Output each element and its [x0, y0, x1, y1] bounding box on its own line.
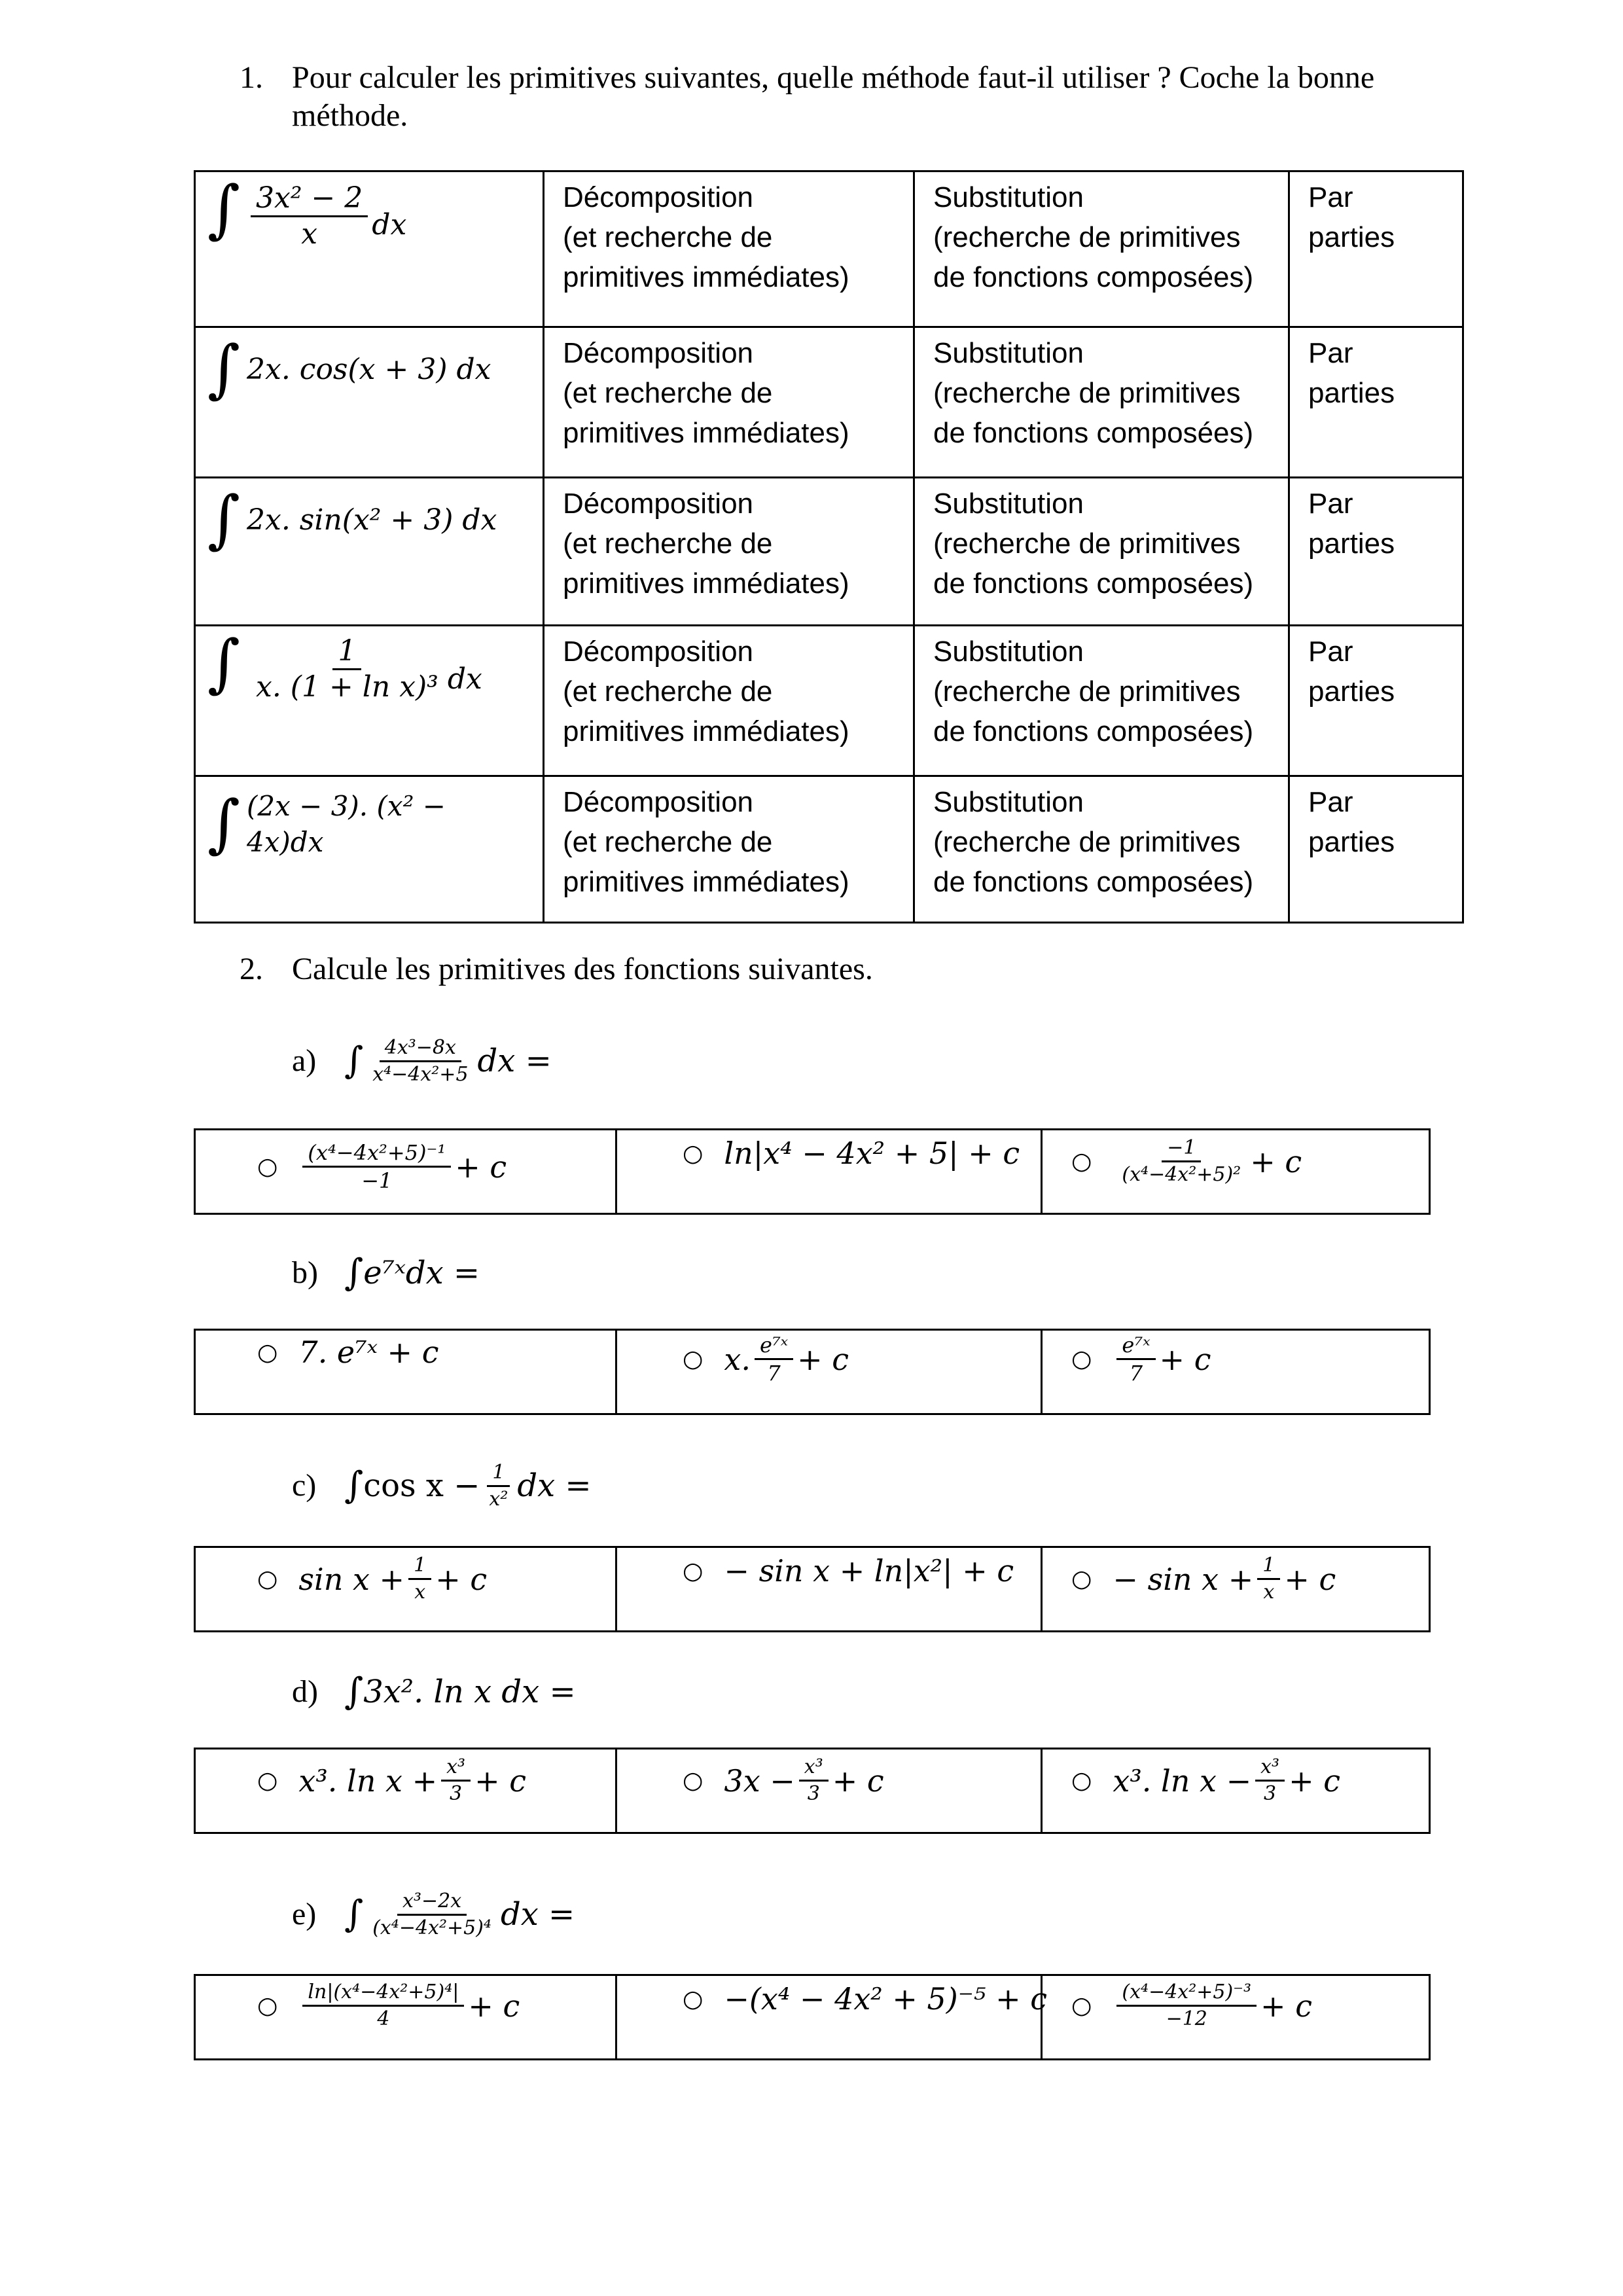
question-1-text: Pour calculer les primitives suivantes, quelle méthode faut-il utiliser ? Coche la bonne méthode.	[292, 60, 1375, 133]
answer-option[interactable]: ○ x. $\frac{\text{e⁷ˣ}}{7}$ + c	[683, 1333, 849, 1386]
option-decomposition[interactable]: Décomposition (et recherche de primitives immédiates)	[544, 776, 914, 923]
answer-option[interactable]: ○ $\frac{\text{(x⁴−4x²+5)⁻³}}{-12}$ + c	[1071, 1981, 1312, 2030]
answer-row-a	[194, 1128, 1431, 1215]
answer-cell	[617, 1749, 1043, 1832]
answer-option[interactable]: ○ $\frac{\text{(x⁴−4x²+5)⁻¹}}{-1}$ + c	[257, 1140, 507, 1193]
item-a-question: a) ∫ $\frac{\text{4x³−8x}}{\text{x⁴−4x²+5}}$ dx =	[292, 1035, 552, 1086]
answer-option[interactable]: ○ $\frac{-1}{\text{(x⁴−4x²+5)²}}$ + c	[1071, 1136, 1302, 1186]
answer-cell	[1043, 1976, 1429, 2058]
option-par-parties[interactable]: Par parties	[1289, 776, 1463, 923]
option-decomposition[interactable]: Décomposition (et recherche de primitives immédiates)	[544, 626, 914, 776]
item-e-question: e) ∫ $\frac{\text{x³−2x}}{\text{(x⁴−4x²+5)⁴}}$ dx =	[292, 1889, 575, 1939]
answer-cell	[617, 1130, 1043, 1213]
option-decomposition[interactable]: Décomposition (et recherche de primitives immédiates)	[544, 171, 914, 327]
option-decomposition[interactable]: Décomposition (et recherche de primitives immédiates)	[544, 327, 914, 478]
answer-cell	[1043, 1548, 1429, 1630]
option-decomposition[interactable]: Décomposition (et recherche de primitives immédiates)	[544, 478, 914, 626]
answer-cell	[617, 1976, 1048, 2058]
answer-row-e	[194, 1974, 1431, 2060]
integral-expression: ∫ 2x. cos(x + 3) dx	[195, 327, 544, 478]
option-substitution[interactable]: Substitution (recherche de primitives de fonctions composées)	[914, 171, 1289, 327]
answer-option[interactable]: ○ x³. ln x + $\frac{\text{x³}}{3}$ + c	[257, 1755, 527, 1805]
item-c-question: c) ∫ cos x − $\frac{1}{\text{x²}}$ dx =	[292, 1460, 592, 1511]
integral-expression: ∫ (2x − 3). (x² − 4x)dx	[195, 776, 544, 923]
integral-expression: ∫ $\frac{1}{\text{x. (1 + ln x)³}}$ dx	[195, 626, 544, 776]
option-substitution[interactable]: Substitution (recherche de primitives de fonctions composées)	[914, 776, 1289, 923]
answer-row-b	[194, 1329, 1431, 1415]
answer-option[interactable]: ○ x³. ln x − $\frac{\text{x³}}{3}$ + c	[1071, 1755, 1341, 1805]
answer-cell	[196, 1331, 617, 1413]
answer-option[interactable]: ○ − sin x + $\frac{1}{x}$ + c	[1071, 1554, 1336, 1604]
answer-cell	[196, 1548, 617, 1630]
integral-expression: ∫ $\frac{\text{3x² − 2}}{x}$ dx	[195, 171, 544, 327]
methods-row	[195, 626, 1463, 776]
answer-cell	[1043, 1331, 1429, 1413]
option-substitution[interactable]: Substitution (recherche de primitives de fonctions composées)	[914, 327, 1289, 478]
answer-cell	[1043, 1130, 1429, 1213]
methods-table	[194, 170, 1464, 924]
option-par-parties[interactable]: Par parties	[1289, 171, 1463, 327]
question-2-text: Calcule les primitives des fonctions suivantes.	[292, 952, 873, 986]
option-substitution[interactable]: Substitution (recherche de primitives de fonctions composées)	[914, 478, 1289, 626]
answer-option[interactable]: ○ sin x + $\frac{1}{x}$ + c	[257, 1554, 488, 1604]
answer-option[interactable]: ○ 3x − $\frac{\text{x³}}{3}$ + c	[683, 1755, 884, 1805]
methods-row	[195, 776, 1463, 923]
answer-cell	[617, 1548, 1043, 1630]
option-par-parties[interactable]: Par parties	[1289, 327, 1463, 478]
answer-cell	[1043, 1749, 1429, 1832]
answer-row-d	[194, 1748, 1431, 1834]
question-2-number: 2.	[240, 952, 263, 986]
answer-cell	[617, 1331, 1043, 1413]
methods-row	[195, 171, 1463, 327]
answer-cell	[196, 1749, 617, 1832]
option-par-parties[interactable]: Par parties	[1289, 478, 1463, 626]
item-d-question: d) ∫ 3x². ln x dx =	[292, 1670, 576, 1713]
answer-option[interactable]: ○ 7. e⁷ˣ + c	[257, 1335, 439, 1370]
methods-row	[195, 478, 1463, 626]
methods-row	[195, 327, 1463, 478]
integral-expression: ∫ 2x. sin(x² + 3) dx	[195, 478, 544, 626]
answer-option[interactable]: ○ ln|x⁴ − 4x² + 5| + c	[683, 1136, 1020, 1171]
answer-cell	[196, 1976, 617, 2058]
answer-option[interactable]: ○ $\frac{\text{e⁷ˣ}}{7}$ + c	[1071, 1333, 1211, 1386]
question-1-number: 1.	[240, 60, 263, 95]
answer-row-c	[194, 1546, 1431, 1632]
option-substitution[interactable]: Substitution (recherche de primitives de fonctions composées)	[914, 626, 1289, 776]
question-1	[240, 59, 1483, 137]
answer-cell	[196, 1130, 617, 1213]
answer-option[interactable]: ○ − sin x + ln|x²| + c	[683, 1553, 1014, 1588]
option-par-parties[interactable]: Par parties	[1289, 626, 1463, 776]
question-2	[240, 950, 1483, 990]
answer-option[interactable]: ○ −(x⁴ − 4x² + 5)⁻⁵ + c	[683, 1981, 1048, 2017]
item-b-question: b) ∫ e⁷ˣdx =	[292, 1251, 480, 1294]
answer-option[interactable]: ○ $\frac{\text{ln|(x⁴−4x²+5)⁴|}}{4}$ + c	[257, 1981, 520, 2030]
